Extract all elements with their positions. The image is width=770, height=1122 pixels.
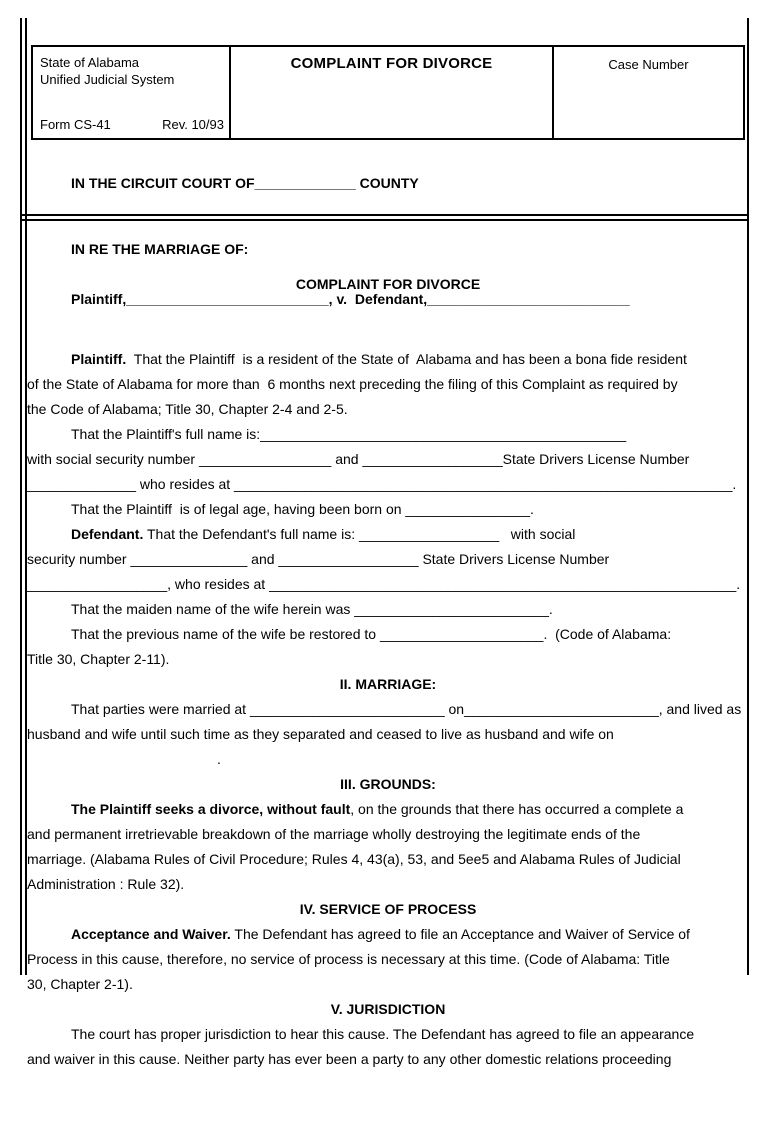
section-heading: [27, 997, 749, 1022]
plain-text: That parties were married at _________________________ on_________________________, and lived as: [71, 701, 742, 717]
plain-text: and permanent irretrievable breakdown of the marriage wholly destroying the legitimate ends of the: [27, 826, 641, 842]
bold-text: Acceptance and Waiver.: [71, 926, 231, 942]
header-title-cell: [229, 47, 554, 138]
form-line: [27, 397, 749, 422]
form-number: Form CS-41: [40, 117, 111, 132]
form-line: [27, 372, 749, 397]
section-heading: [27, 897, 749, 922]
form-line: [27, 447, 749, 472]
plain-text: .: [217, 751, 221, 767]
plain-text: That the Plaintiff's full name is:_______________________________________________: [71, 426, 627, 442]
form-line: [27, 647, 749, 672]
form-number-row: [40, 116, 224, 133]
form-title: COMPLAINT FOR DIVORCE: [290, 55, 493, 72]
double-rule-divider: [20, 214, 749, 221]
bold-text: Defendant.: [71, 526, 144, 542]
form-line: [27, 697, 749, 722]
plain-text: , on the grounds that there has occurred a complete a: [350, 801, 684, 817]
plain-text: Title 30, Chapter 2-11).: [27, 651, 170, 667]
plain-text: The court has proper jurisdiction to hear this cause. The Defendant has agreed to file an appearance: [71, 1026, 695, 1042]
form-body: [27, 222, 749, 1122]
form-line: [27, 572, 749, 597]
plain-text: and waiver in this cause. Neither party has ever been a party to any other domestic relations proceeding: [27, 1051, 672, 1067]
plain-text: with social security number _________________ and __________________State Drivers License Number: [27, 451, 690, 467]
plain-text: ______________ who resides at ________________________________________________________________.: [27, 476, 737, 492]
body-lines: [27, 347, 749, 1072]
court-line-circuit: IN THE CIRCUIT COURT OF_____________ COUNTY: [71, 175, 419, 191]
plain-text: That the Plaintiff is of legal age, having been born on ________________.: [71, 501, 534, 517]
body-title: COMPLAINT FOR DIVORCE: [295, 276, 481, 292]
plain-text: Process in this cause, therefore, no service of process is necessary at this time. (Code of Alabama: Title: [27, 951, 670, 967]
page-left-double-border: [20, 18, 27, 975]
form-line: [27, 822, 749, 847]
bold-text: The Plaintiff seeks a divorce, without fault: [71, 801, 351, 817]
plain-text: Administration : Rule 32).: [27, 876, 185, 892]
plain-text: That the Plaintiff is a resident of the State of Alabama and has been a bona fide resident: [126, 351, 687, 367]
court-line-parties: Plaintiff,__________________________, v. Defendant,__________________________: [71, 291, 630, 307]
case-number-label: Case Number: [608, 57, 689, 72]
court-line-in-re: IN RE THE MARRIAGE OF:: [71, 241, 249, 257]
form-line: [27, 847, 749, 872]
form-line: [27, 1022, 749, 1047]
form-line: [27, 597, 749, 622]
form-line: [27, 472, 749, 497]
section-heading: [27, 672, 749, 697]
form-line: [27, 722, 749, 747]
form-line: [27, 797, 749, 822]
plain-text: The Defendant has agreed to file an Acceptance and Waiver of Service of: [230, 926, 690, 942]
bold-text: III. GROUNDS:: [340, 776, 436, 792]
bold-text: II. MARRIAGE:: [339, 676, 437, 692]
form-line: [27, 1047, 749, 1072]
plain-text: security number _______________ and __________________ State Drivers License Number: [27, 551, 610, 567]
plain-text: marriage. (Alabama Rules of Civil Procedure; Rules 4, 43(a), 53, and 5ee5 and Alabama Rules of Judicial: [27, 851, 681, 867]
plain-text: That the Defendant's full name is: __________________ with social: [143, 526, 576, 542]
form-line: [27, 547, 749, 572]
plain-text: That the previous name of the wife be restored to _____________________. (Code of Alabama:: [71, 626, 672, 642]
agency-line2: Unified Judicial System: [40, 72, 175, 87]
form-line: [27, 622, 749, 647]
plain-text: That the maiden name of the wife herein was _________________________.: [71, 601, 553, 617]
section-heading: [27, 772, 749, 797]
form-revision: Rev. 10/93: [162, 117, 224, 132]
period-line: [27, 747, 749, 772]
form-line: [27, 972, 749, 997]
header-case-number-cell[interactable]: [554, 47, 743, 138]
form-line: [27, 497, 749, 522]
form-header-table: [31, 45, 745, 140]
header-agency-cell: [33, 47, 229, 138]
plain-text: husband and wife until such time as they separated and ceased to live as husband and wife on: [27, 726, 614, 742]
form-line: [27, 347, 749, 372]
agency-line1: State of Alabama: [40, 55, 140, 70]
bold-text: Plaintiff.: [71, 351, 127, 367]
form-line: [27, 522, 749, 547]
plain-text: __________________, who resides at ____________________________________________________________.: [27, 576, 741, 592]
form-line: [27, 422, 749, 447]
bold-text: V. JURISDICTION: [330, 1001, 446, 1017]
plain-text: of the State of Alabama for more than 6 months next preceding the filing of this Complaint as required by: [27, 376, 678, 392]
form-line: [27, 947, 749, 972]
bold-text: IV. SERVICE OF PROCESS: [299, 901, 477, 917]
form-line: [27, 922, 749, 947]
plain-text: 30, Chapter 2-1).: [27, 976, 133, 992]
plain-text: the Code of Alabama; Title 30, Chapter 2-4 and 2-5.: [27, 401, 348, 417]
form-line: [27, 872, 749, 897]
